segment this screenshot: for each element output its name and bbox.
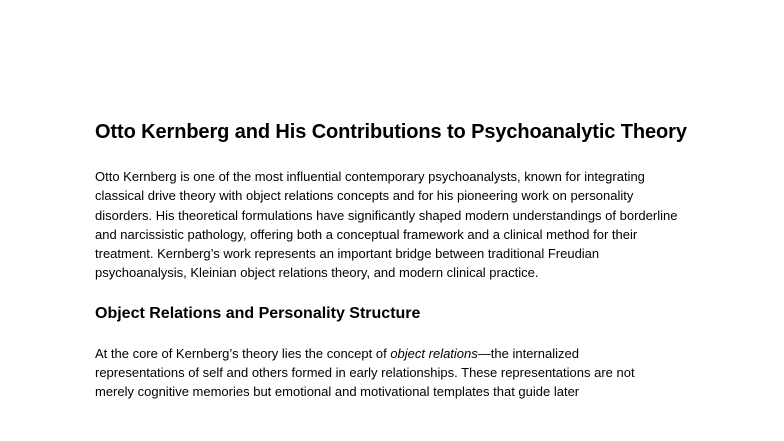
emphasis-object-relations: object relations [390,345,478,361]
document-title: Otto Kernberg and His Contributions to Psychoanalytic Theory [95,121,687,143]
intro-paragraph: Otto Kernberg is one of the most influential contemporary psychoanalysts, known for integrating classical drive theory with object relations concepts and for his pioneering work on personality disorders. His theoretical formulations have significantly shaped modern understandings of borderline and narcissistic pathology, offering both a conceptual framework and a clinical method for their treatment. Kernberg’s work represents an important bridge between traditional Freudian psychoanalysis, Kleinian object relations theory, and modern clinical practice. [95,169,678,281]
paragraph-text-rest: —the internalized representations of self and others formed in early relationships. These representations are not merely cognitive memories but emotional and motivational templates that guide later [95,345,635,400]
section-heading-object-relations: Object Relations and Personality Structure [95,304,421,322]
document-body [95,119,695,423]
section-paragraph-object-relations [95,344,665,402]
paragraph-text-start: At the core of Kernberg’s theory lies the concept of [95,345,391,361]
